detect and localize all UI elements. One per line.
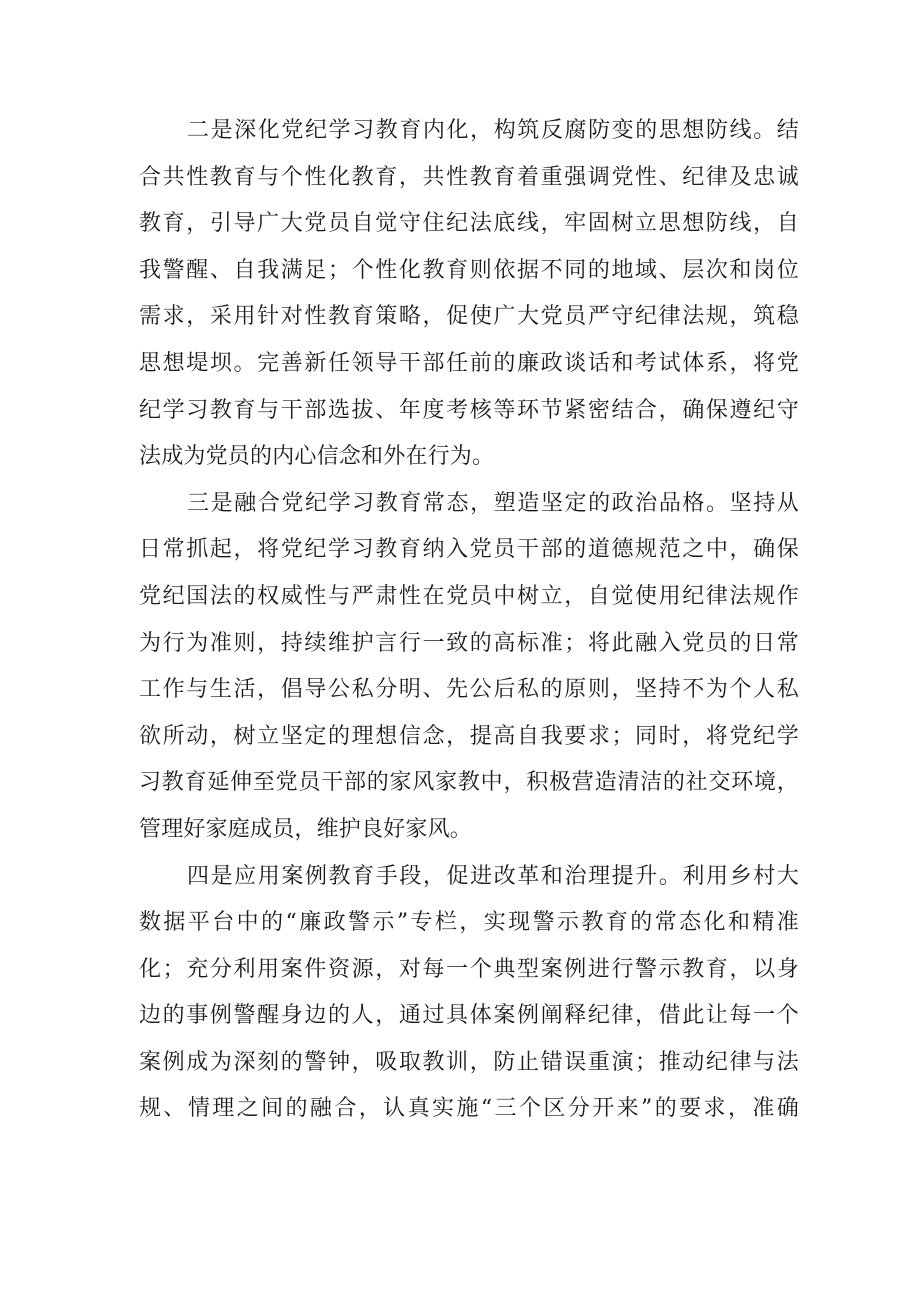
text-line: 思想堤坝。完善新任领导干部任前的廉政谈话和考试体系，将党 <box>139 350 799 376</box>
text-line: 案例成为深刻的警钟，吸取教训，防止错误重演；推动纪律与法 <box>139 1049 799 1075</box>
paragraph-3 <box>139 481 799 854</box>
text-line: 规、情理之间的融合，认真实施“三个区分开来”的要求，准确 <box>139 1096 799 1122</box>
text-line: 欲所动，树立坚定的理想信念，提高自我要求；同时，将党纪学 <box>139 723 799 749</box>
text-line: 管理好家庭成员，维护良好家风。 <box>139 816 473 842</box>
text-line: 党纪国法的权威性与严肃性在党员中树立，自觉使用纪律法规作 <box>139 583 799 609</box>
text-line: 数据平台中的“廉政警示”专栏，实现警示教育的常态化和精准 <box>139 910 799 936</box>
text-line: 二是深化党纪学习教育内化，构筑反腐防变的思想防线。结 <box>187 118 799 143</box>
text-line: 工作与生活，倡导公私分明、先公后私的原则，坚持不为个人私 <box>139 677 799 703</box>
text-line: 我警醒、自我满足；个性化教育则依据不同的地域、层次和岗位 <box>139 257 799 283</box>
paragraph-4 <box>139 854 799 1134</box>
text-line: 日常抓起，将党纪学习教育纳入党员干部的道德规范之中，确保 <box>139 537 799 563</box>
text-line: 为行为准则，持续维护言行一致的高标准；将此融入党员的日常 <box>139 630 799 656</box>
text-line: 合共性教育与个性化教育，共性教育着重强调党性、纪律及忠诚 <box>139 164 799 190</box>
text-line: 法成为党员的内心信念和外在行为。 <box>139 444 495 470</box>
text-line: 需求，采用针对性教育策略，促使广大党员严守纪律法规，筑稳 <box>139 304 799 330</box>
text-line: 习教育延伸至党员干部的家风家教中，积极营造清洁的社交环境， <box>139 770 799 796</box>
text-line: 纪学习教育与干部选拔、年度考核等环节紧密结合，确保遵纪守 <box>139 397 799 423</box>
document-body <box>139 108 799 1133</box>
text-line: 四是应用案例教育手段，促进改革和治理提升。利用乡村大 <box>187 863 799 889</box>
text-line: 教育，引导广大党员自觉守住纪法底线，牢固树立思想防线，自 <box>139 211 799 237</box>
text-line: 化；充分利用案件资源，对每一个典型案例进行警示教育，以身 <box>139 956 799 982</box>
text-line: 边的事例警醒身边的人，通过具体案例阐释纪律，借此让每一个 <box>139 1003 799 1029</box>
text-line: 三是融合党纪学习教育常态，塑造坚定的政治品格。坚持从 <box>187 490 799 516</box>
paragraph-2 <box>139 108 799 481</box>
